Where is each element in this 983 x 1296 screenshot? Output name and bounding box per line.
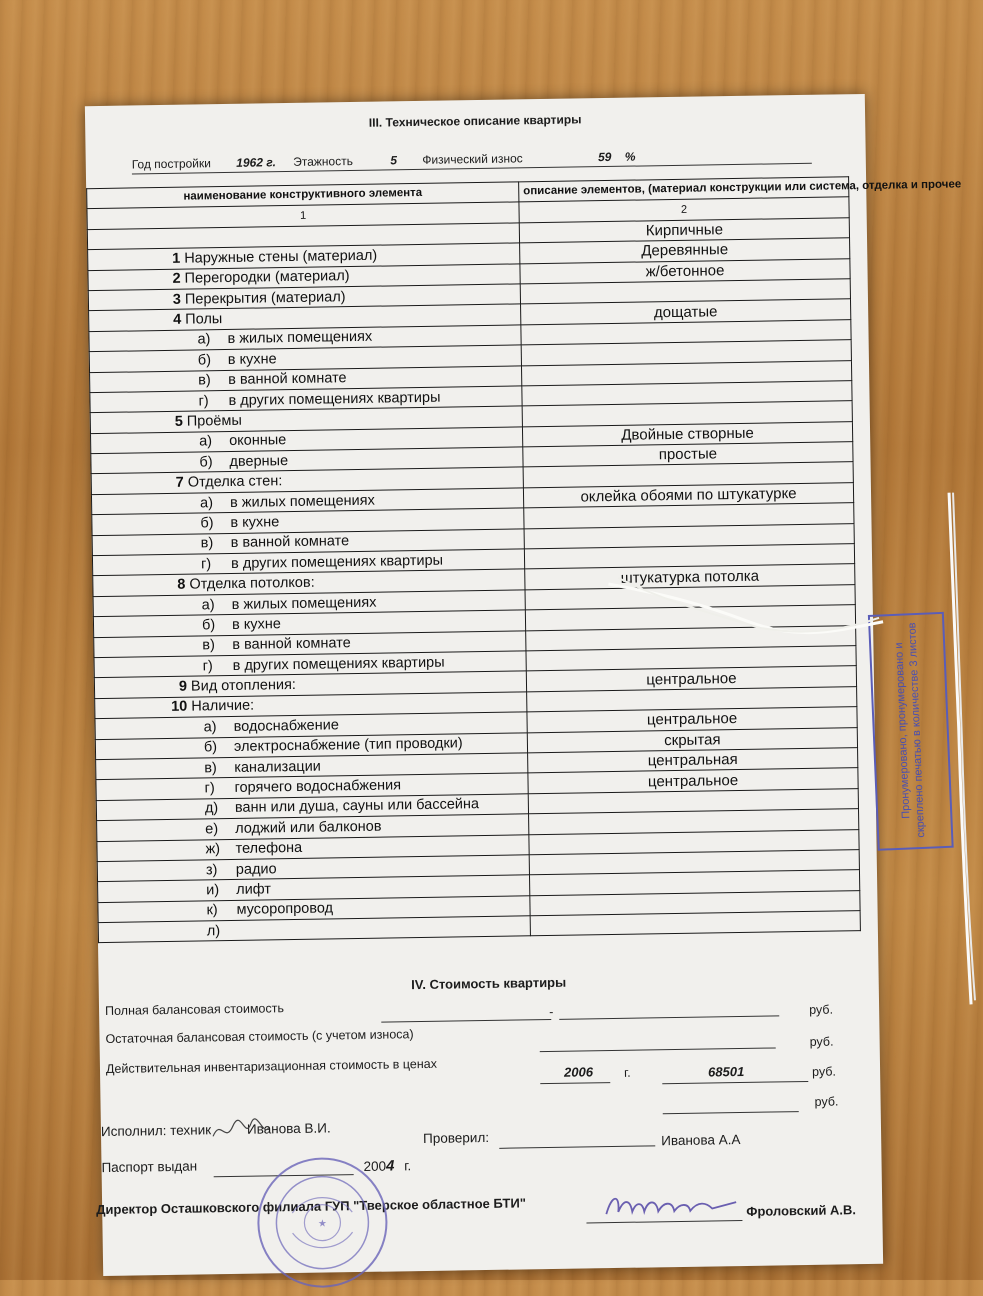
element-description-cell: центральная: [528, 748, 858, 774]
element-description-cell: оклейка обоями по штукатурке: [523, 483, 853, 509]
row-number: [100, 731, 204, 733]
row-number: [98, 609, 202, 611]
row-number: [96, 507, 200, 509]
row-label: в жилых помещениях: [230, 492, 375, 510]
row-label: Полы: [185, 311, 222, 328]
row-subletter: б): [199, 454, 221, 470]
row-label: лоджий или балконов: [235, 818, 382, 836]
row-number: 8: [97, 577, 189, 594]
floors-value: 5: [390, 153, 397, 167]
row-subletter: е): [205, 821, 227, 837]
passport-year-digit: 4: [386, 1157, 395, 1174]
executor-signature-icon: [211, 1115, 271, 1146]
year-label: Год постройки: [132, 156, 211, 171]
full-cost-line-1: [381, 1019, 551, 1023]
full-cost-currency: руб.: [809, 1003, 833, 1017]
binding-string-icon: [941, 488, 979, 1008]
row-subletter: и): [206, 882, 228, 898]
row-label: Наружные стены (материал): [184, 247, 377, 266]
element-description-cell: ж/бетонное: [520, 258, 850, 284]
passport-label: Паспорт выдан: [101, 1159, 197, 1176]
row-number: [94, 385, 198, 387]
inventory-year-line: [540, 1082, 610, 1084]
year-value: 1962 г.: [236, 155, 276, 170]
row-subletter: б): [204, 739, 226, 755]
inventory-year: 2006: [564, 1064, 593, 1079]
row-number: [92, 242, 184, 243]
full-cost-dash: -: [549, 1005, 553, 1019]
row-label: в ванной комнате: [231, 533, 350, 551]
row-subletter: а): [204, 719, 226, 735]
row-subletter: г): [203, 658, 225, 674]
wear-unit: %: [625, 150, 636, 164]
element-description-cell: Двойные створные: [522, 421, 852, 447]
row-number: [97, 548, 201, 550]
row-number: [103, 915, 207, 917]
row-label: канализации: [234, 758, 321, 775]
extra-cost-line: [663, 1111, 799, 1114]
row-number: [97, 527, 201, 529]
row-number: [102, 894, 206, 896]
wear-label: Физический износ: [422, 151, 523, 167]
inventory-year-suffix: г.: [624, 1066, 631, 1080]
row-number: [101, 792, 205, 794]
row-subletter: г): [198, 393, 220, 409]
row-number: [98, 629, 202, 631]
building-meta: [132, 150, 636, 172]
inventory-currency: руб.: [812, 1065, 836, 1079]
row-label: Отделка стен:: [188, 473, 283, 490]
row-number: [101, 813, 205, 815]
row-number: [100, 772, 204, 774]
row-number: 10: [99, 699, 191, 716]
round-seal-icon: [251, 1152, 393, 1294]
row-label: Перегородки (материал): [184, 268, 349, 287]
row-number: [95, 405, 199, 407]
row-label: в других помещениях квартиры: [233, 654, 445, 673]
element-description-cell: Деревянные: [520, 238, 850, 264]
row-label: водоснабжение: [233, 717, 338, 735]
section-4-title: IV. Стоимость квартиры: [99, 970, 879, 997]
checked-line: [499, 1145, 655, 1148]
row-number: 1: [92, 251, 184, 268]
row-number: [96, 466, 200, 468]
row-number: [102, 854, 206, 856]
row-label: Перекрытия (материал): [185, 289, 346, 308]
svg-text:★: ★: [318, 1219, 327, 1230]
floors-label: Этажность: [293, 154, 353, 169]
wear-value: 59: [598, 150, 612, 164]
row-number: [102, 874, 206, 876]
row-subletter: ж): [205, 841, 227, 857]
director-label: Директор Осташковского филиала ГУП "Тверское областное БТИ": [96, 1195, 526, 1217]
row-label: в других помещениях квартиры: [228, 389, 440, 408]
row-number: 9: [99, 679, 191, 696]
colnum-1: 1: [87, 202, 519, 229]
row-number: 4: [93, 312, 185, 329]
inventory-label: Действительная инвентаризационная стоимость в ценах: [106, 1057, 437, 1076]
row-number: [101, 833, 205, 835]
residual-line: [540, 1047, 776, 1052]
row-number: [103, 935, 207, 937]
inventory-value-line: [662, 1081, 808, 1084]
row-number: 5: [95, 414, 187, 431]
row-subletter: б): [200, 515, 222, 531]
row-subletter: г): [201, 556, 223, 572]
row-label: дверные: [229, 453, 288, 470]
construction-elements-table: [86, 176, 861, 943]
checked-label: Проверил:: [423, 1130, 489, 1146]
row-label: телефона: [235, 840, 302, 857]
full-cost-line-2: [559, 1015, 779, 1019]
row-label: в кухне: [230, 514, 279, 531]
row-label: горячего водоснабжения: [234, 777, 401, 796]
element-description-cell: центральное: [527, 707, 857, 733]
binding-stamp-text: Пронумеровано, пронумеровано и скреплено печатью в количестве 3 листов: [891, 616, 931, 845]
row-label: Отделка потолков:: [189, 575, 315, 593]
row-number: [97, 568, 201, 570]
director-name: Фроловский А.В.: [746, 1202, 856, 1219]
element-description-cell: Кирпичные: [519, 217, 849, 243]
row-subletter: б): [198, 352, 220, 368]
row-subletter: л): [207, 923, 229, 939]
string-knot-icon: [598, 570, 889, 655]
row-label: лифт: [236, 881, 271, 898]
row-subletter: а): [199, 433, 221, 449]
row-subletter: в): [201, 535, 223, 551]
element-description-cell: штукатурка потолка: [525, 564, 855, 590]
row-label: в ванной комнате: [228, 370, 347, 388]
checked-name: Иванова А.А: [661, 1132, 740, 1148]
row-number: [98, 650, 202, 652]
row-subletter: д): [205, 800, 227, 816]
element-description-cell: скрытая: [527, 727, 857, 753]
row-label: Вид отопления:: [191, 677, 296, 695]
row-label: мусоропровод: [236, 901, 333, 919]
section-3-title: III. Техническое описание квартиры: [85, 108, 865, 134]
row-subletter: б): [202, 617, 224, 633]
inventory-value: 68501: [708, 1064, 744, 1080]
element-description-cell: дощатые: [521, 299, 851, 325]
extra-currency: руб.: [814, 1094, 838, 1108]
row-number: [95, 446, 199, 448]
colnum-2: 2: [519, 197, 849, 223]
row-number: 3: [93, 291, 185, 308]
element-description-cell: центральное: [526, 666, 856, 692]
element-description-cell: центральное: [528, 768, 858, 794]
row-subletter: в): [202, 637, 224, 653]
row-number: [99, 670, 203, 672]
executor-name: Иванова В.И.: [247, 1120, 331, 1136]
row-subletter: а): [197, 332, 219, 348]
row-subletter: з): [206, 862, 228, 878]
row-label: Проёмы: [187, 413, 242, 430]
director-signature-icon: [602, 1188, 742, 1222]
row-label: в жилых помещениях: [227, 329, 372, 347]
element-description-cell: простые: [523, 442, 853, 468]
header-col2: описание элементов, (материал конструкции или система, отделка и прочее: [519, 177, 849, 203]
row-label: в кухне: [228, 351, 277, 368]
row-label: электроснабжение (тип проводки): [234, 736, 463, 756]
row-label: в кухне: [232, 616, 281, 633]
row-number: 2: [92, 271, 184, 288]
row-subletter: в): [198, 372, 220, 388]
residual-currency: руб.: [810, 1035, 834, 1049]
executor-label: Исполнил: техник: [101, 1122, 211, 1139]
row-subletter: г): [204, 780, 226, 796]
element-description-cell: [530, 911, 860, 937]
row-label: в ванной комнате: [232, 635, 351, 653]
row-label: в жилых помещениях: [232, 594, 377, 612]
row-number: 7: [96, 475, 188, 492]
row-label: радио: [236, 861, 277, 878]
document-page: [85, 94, 883, 1276]
full-cost-label: Полная балансовая стоимость: [105, 1001, 284, 1018]
residual-label: Остаточная балансовая стоимость (с учетом износа): [105, 1027, 413, 1046]
passport-year-suffix: г.: [404, 1158, 411, 1173]
passport-year-prefix: 200: [363, 1159, 386, 1174]
row-number: [94, 364, 198, 366]
row-number: [94, 344, 198, 346]
row-subletter: к): [206, 902, 228, 918]
row-label: в других помещениях квартиры: [231, 552, 443, 571]
row-subletter: в): [204, 760, 226, 776]
row-subletter: а): [200, 495, 222, 511]
row-label: оконные: [229, 432, 286, 449]
header-col1: наименование конструктивного элемента: [87, 182, 519, 209]
row-label: Наличие:: [191, 698, 254, 715]
row-number: [100, 752, 204, 754]
row-label: ванн или душа, сауны или бассейна: [235, 797, 479, 817]
row-subletter: а): [202, 597, 224, 613]
